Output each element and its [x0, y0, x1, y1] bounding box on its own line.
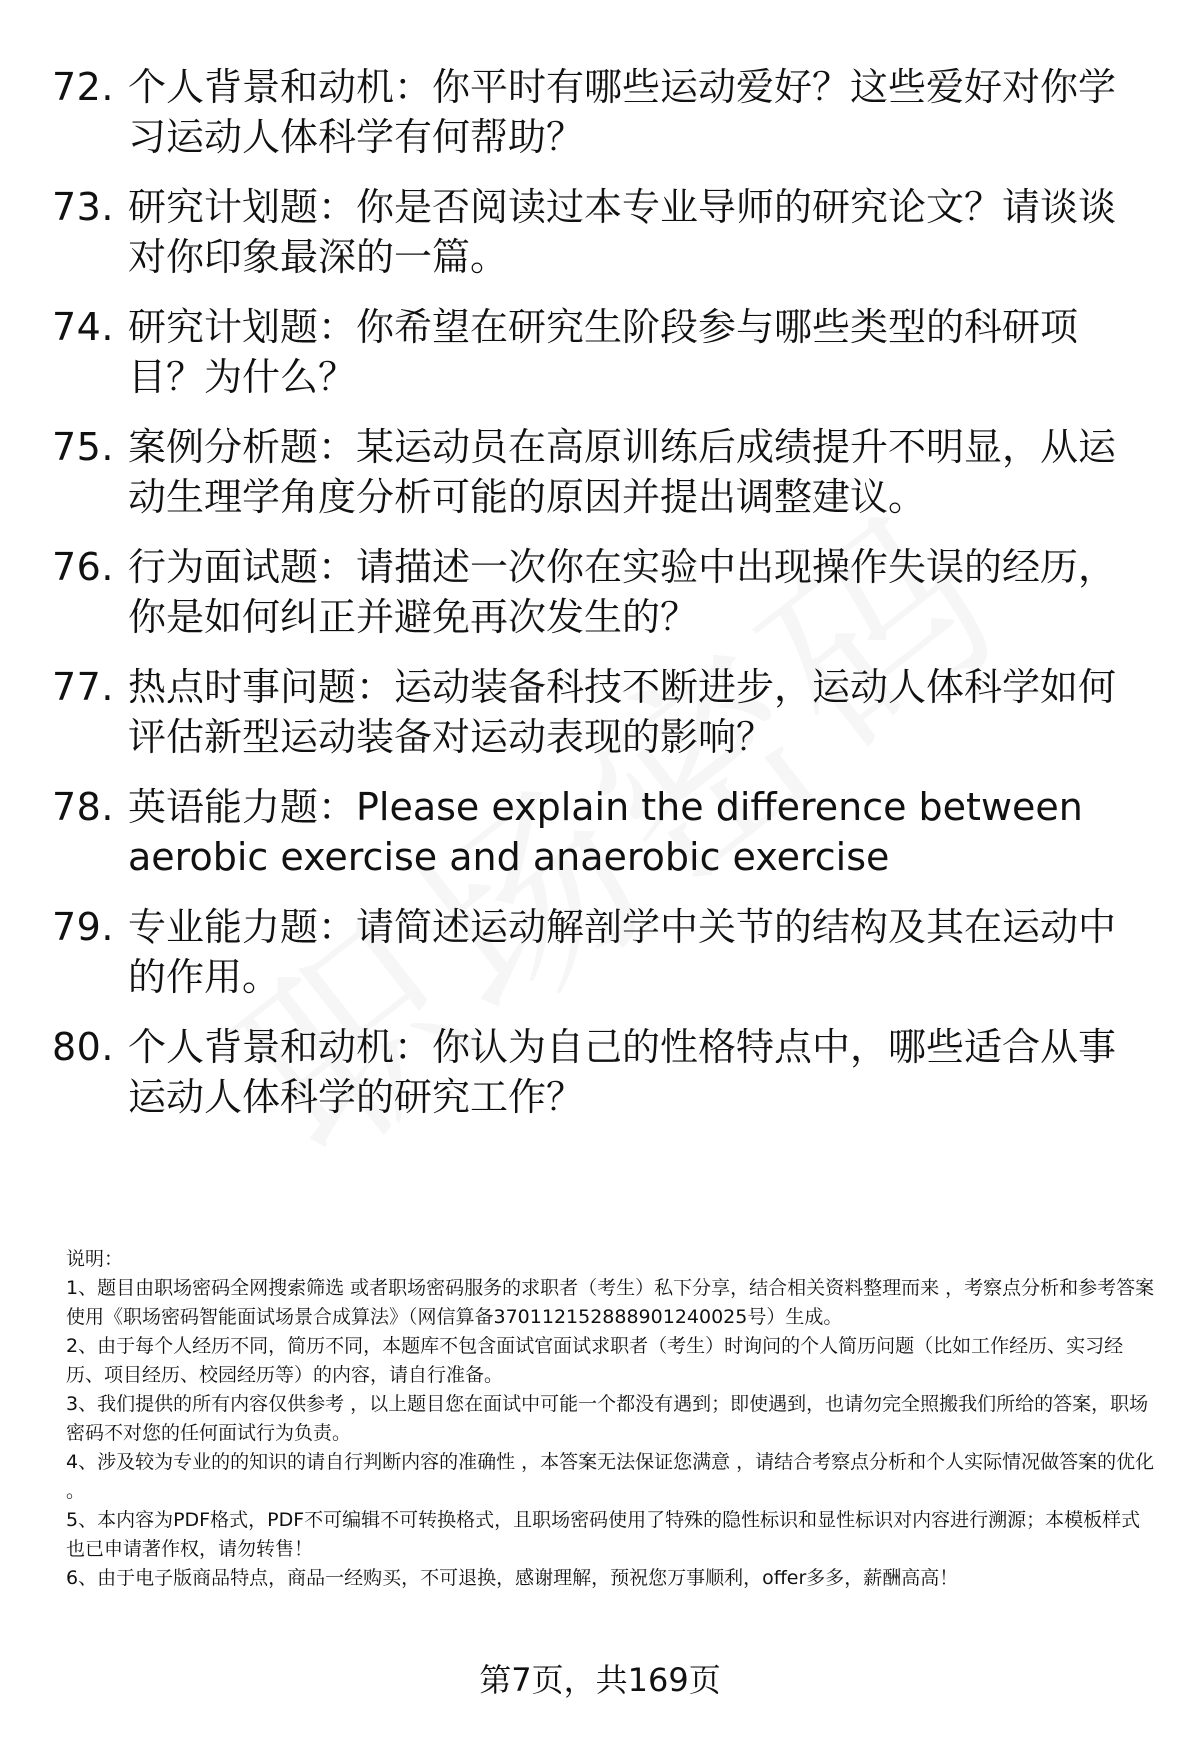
note-item: 2、由于每个人经历不同，简历不同，本题库不包含面试官面试求职者（考生）时询问的个人简历问题（比如工作经历、实习经历、项目经历、校园经历等）的内容，请自行准备。 [66, 1335, 1124, 1386]
question-item [52, 662, 1152, 772]
page-number: 第7页，共169页 [479, 1661, 721, 1699]
question-text: 英语能力题：Please explain the difference between aerobic exercise and anaerobic exercise [128, 785, 1083, 879]
question-text: 个人背景和动机：你平时有哪些运动爱好？这些爱好对你学习运动人体科学有何帮助？ [128, 65, 1117, 159]
question-number: 78. [52, 785, 114, 829]
question-item [52, 542, 1152, 652]
note-item: 6、由于电子版商品特点，商品一经购买，不可退换，感谢理解，预祝您万事顺利，offer多多，薪酬高高！ [66, 1567, 959, 1589]
question-text: 行为面试题：请描述一次你在实验中出现操作失误的经历，你是如何纠正并避免再次发生的？ [128, 545, 1117, 639]
question-number: 76. [52, 545, 114, 589]
question-text: 热点时事问题：运动装备科技不断进步，运动人体科学如何评估新型运动装备对运动表现的影响？ [128, 665, 1117, 759]
question-number: 74. [52, 305, 114, 349]
note-item: 5、本内容为PDF格式，PDF不可编辑不可转换格式，且职场密码使用了特殊的隐性标识和显性标识对内容进行溯源；本模板样式也已申请著作权，请勿转售！ [66, 1509, 1141, 1560]
note-item: 4、涉及较为专业的的知识的请自行判断内容的准确性 ，本答案无法保证您满意 ，请结合考察点分析和个人实际情况做答案的优化 。 [66, 1451, 1155, 1502]
question-item [52, 62, 1152, 172]
question-number: 79. [52, 905, 114, 949]
question-item [52, 902, 1152, 1012]
question-item [52, 782, 1152, 892]
note-item: 3、我们提供的所有内容仅供参考 ，以上题目您在面试中可能一个都没有遇到；即使遇到，也请勿完全照搬我们所给的答案，职场密码不对您的任何面试行为负责。 [66, 1393, 1149, 1444]
question-number: 72. [52, 65, 114, 109]
question-text: 研究计划题：你希望在研究生阶段参与哪些类型的科研项目？为什么？ [128, 305, 1079, 399]
question-number: 75. [52, 425, 114, 469]
question-item [52, 1022, 1152, 1132]
question-text: 个人背景和动机：你认为自己的性格特点中，哪些适合从事运动人体科学的研究工作？ [128, 1025, 1117, 1119]
question-text: 专业能力题：请简述运动解剖学中关节的结构及其在运动中的作用。 [128, 905, 1117, 999]
question-item [52, 182, 1152, 292]
question-number: 80. [52, 1025, 114, 1069]
question-text: 案例分析题：某运动员在高原训练后成绩提升不明显，从运动生理学角度分析可能的原因并提出调整建议。 [128, 425, 1117, 519]
notes-heading: 说明： [66, 1248, 124, 1270]
notes-section [66, 1245, 1156, 1593]
question-number: 73. [52, 185, 114, 229]
question-number: 77. [52, 665, 114, 709]
question-item [52, 422, 1152, 532]
question-item [52, 302, 1152, 412]
note-item: 1、题目由职场密码全网搜索筛选 或者职场密码服务的求职者（考生）私下分享，结合相关资料整理而来 ，考察点分析和参考答案使用《职场密码智能面试场景合成算法》（网信算备370112152888901240025号）生成。 [66, 1277, 1155, 1328]
question-text: 研究计划题：你是否阅读过本专业导师的研究论文？请谈谈对你印象最深的一篇。 [128, 185, 1117, 279]
